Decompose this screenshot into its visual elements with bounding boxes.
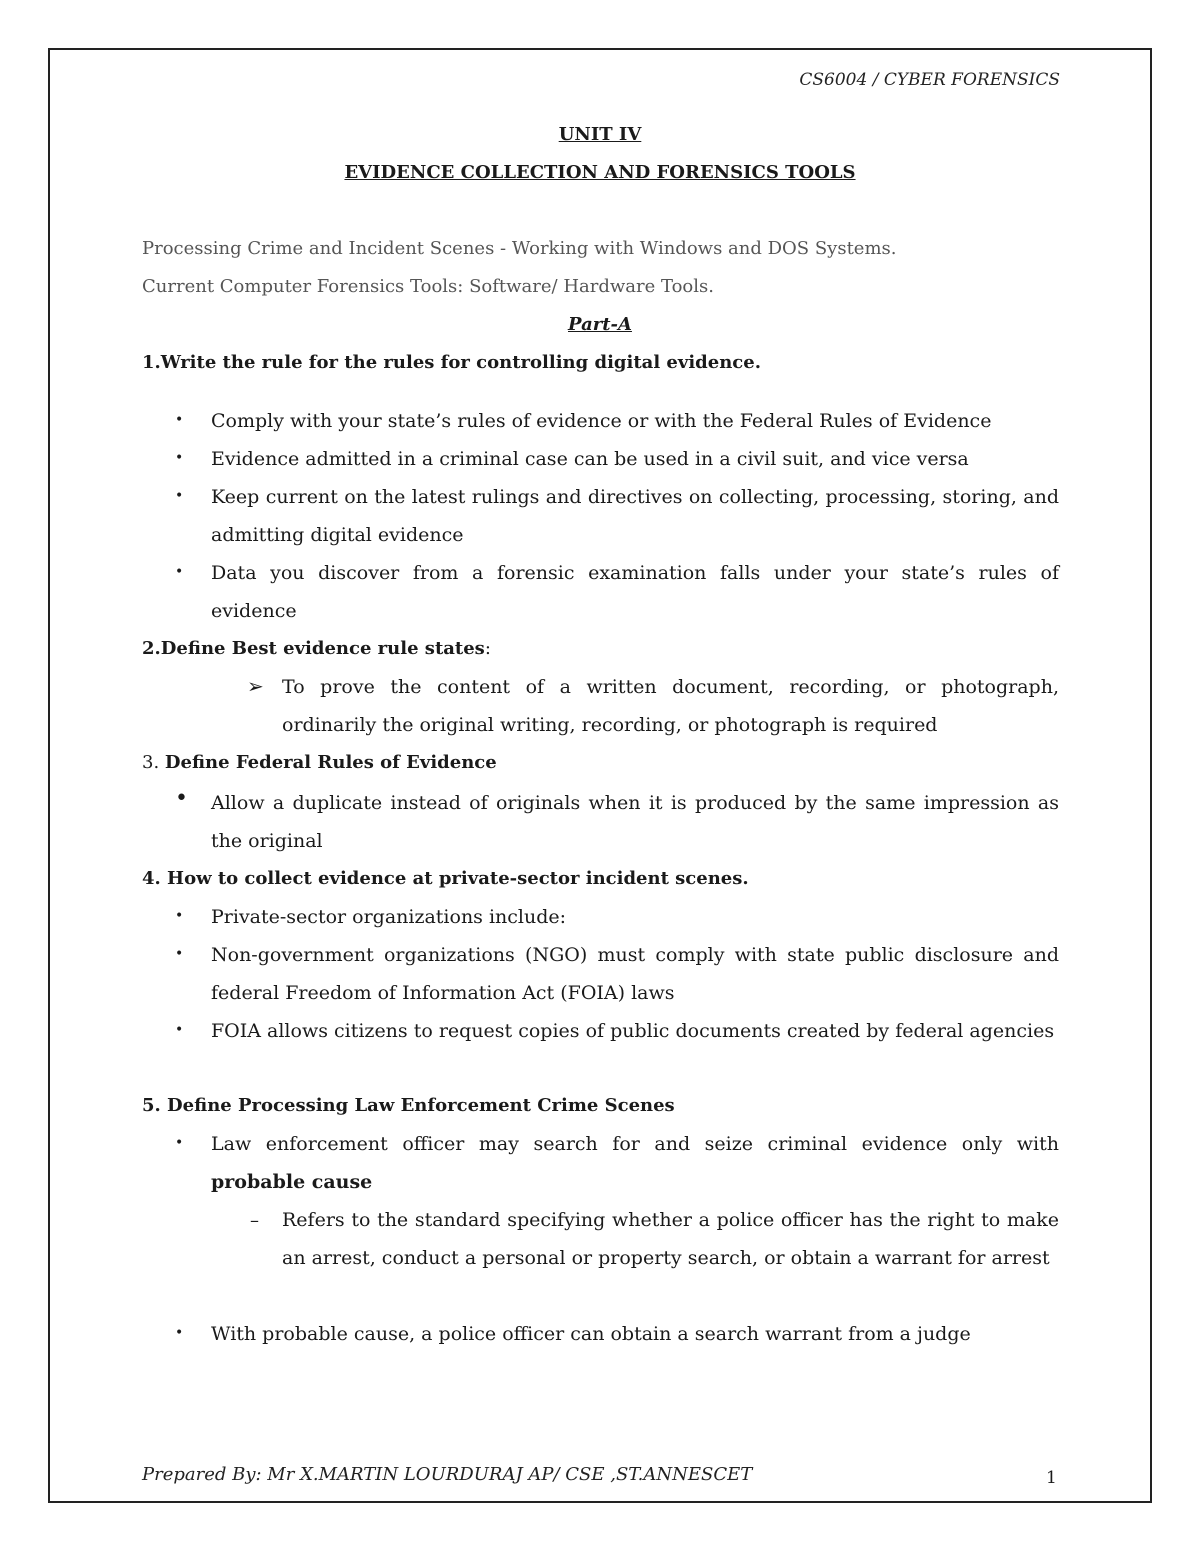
list-item: Keep current on the latest rulings and directives on collecting, processing, storing, and admitting digital evidence [211,486,1059,546]
sub-list-item: Refers to the standard specifying whether a police officer has the right to make an arrest, conduct a personal or property search, or obtain a warrant for arrest [282,1209,1059,1269]
bullet-icon: • [175,564,184,580]
course-header: CS6004 / CYBER FORENSICS [799,70,1060,90]
bullet-icon: • [175,1135,184,1151]
intro-line-1: Processing Crime and Incident Scenes - Working with Windows and DOS Systems. [142,238,897,259]
bullet-icon: • [175,908,184,924]
unit-title: UNIT IV [558,124,642,145]
question-5-title: 5. Define Processing Law Enforcement Crime Scenes [142,1095,675,1116]
bullet-icon: • [175,412,184,428]
question-3-title: 3. Define Federal Rules of Evidence [142,752,497,773]
bullet-icon: • [175,488,184,504]
part-heading: Part-A [568,314,632,335]
intro-line-2: Current Computer Forensics Tools: Software/ Hardware Tools. [142,276,714,297]
arrow-bullet-icon: ➢ [247,674,264,698]
list-item: FOIA allows citizens to request copies of public documents created by federal agencies [211,1020,1055,1042]
list-item: Private-sector organizations include: [211,906,567,928]
bullet-icon: • [175,450,184,466]
question-1-title: 1.Write the rule for the rules for controlling digital evidence. [142,352,761,373]
unit-subtitle: EVIDENCE COLLECTION AND FORENSICS TOOLS [344,162,856,183]
question-2-title: 2.Define Best evidence rule states: [142,638,491,659]
list-item: Allow a duplicate instead of originals when it is produced by the same impression as the original [211,792,1059,852]
question-4-title: 4. How to collect evidence at private-sector incident scenes. [142,868,749,889]
list-item: Data you discover from a forensic examination falls under your state’s rules of evidence [211,562,1059,622]
list-item: With probable cause, a police officer can obtain a search warrant from a judge [211,1323,971,1345]
bullet-icon: • [175,1022,184,1038]
bullet-icon: • [175,786,188,811]
list-item: Non-government organizations (NGO) must comply with state public disclosure and federal Freedom of Information Act (FOIA) laws [211,944,1059,1004]
list-item: Law enforcement officer may search for and seize criminal evidence only with probable cause [211,1133,1059,1193]
bullet-icon: • [175,1325,184,1341]
page-number: 1 [1046,1468,1057,1488]
list-item: To prove the content of a written document, recording, or photograph, ordinarily the original writing, recording, or photograph is required [282,676,1059,736]
dash-bullet-icon: – [250,1210,259,1231]
list-item: Evidence admitted in a criminal case can be used in a civil suit, and vice versa [211,448,969,470]
list-item: Comply with your state’s rules of evidence or with the Federal Rules of Evidence [211,410,992,432]
footer-author: Prepared By: Mr X.MARTIN LOURDURAJ AP/ CSE ,ST.ANNESCET [142,1464,753,1485]
bullet-icon: • [175,946,184,962]
